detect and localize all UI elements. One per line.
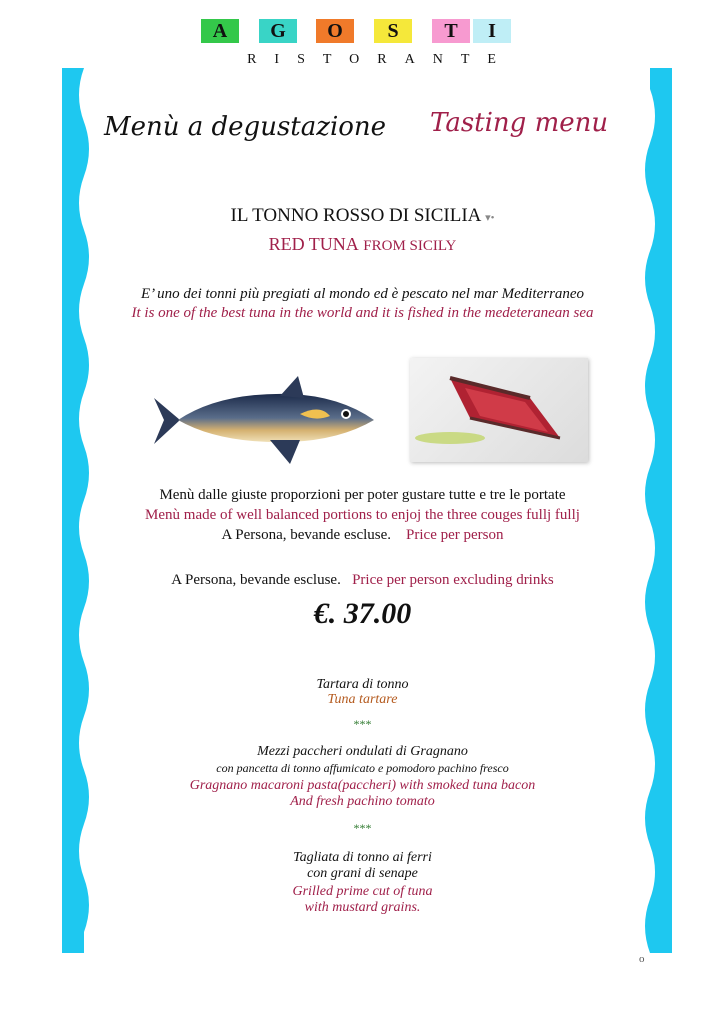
course-3-italian: Tagliata di tonno ai ferri xyxy=(293,850,432,865)
theme-title-italian: IL TONNO ROSSO DI SICILIA ▾• xyxy=(230,205,495,226)
separator: *** xyxy=(353,821,372,835)
logo-letter: T xyxy=(432,19,470,43)
course-2-italian-sub: con pancetta di tonno affumicato e pomodoro pachino fresco xyxy=(216,761,509,775)
logo-letter: I xyxy=(473,19,511,43)
theme-title-english: RED TUNA FROM SICILY xyxy=(268,234,457,254)
course-2-italian: Mezzi paccheri ondulati di Gragnano xyxy=(257,744,468,759)
separator: *** xyxy=(353,717,372,731)
course-1-english: Tuna tartare xyxy=(327,692,398,707)
per-person-line-2: A Persona, bevande escluse. Price per person excluding drinks xyxy=(171,572,554,588)
logo-letter: O xyxy=(316,19,354,43)
description-english: Menù made of well balanced portions to enjoj the three couges fullj fullj xyxy=(145,507,580,523)
course-2-english: Gragnano macaroni pasta(paccheri) with smoked tuna bacon xyxy=(189,778,536,793)
page-marker: o xyxy=(639,953,645,965)
logo-letter: A xyxy=(201,19,239,43)
intro-english: It is one of the best tuna in the world and it is fished in the medeteranean sea xyxy=(131,305,594,321)
title-english: Tasting menu xyxy=(430,108,609,138)
intro-italian: E’ uno dei tonni più pregiati al mondo ed è pescato nel mar Mediterraneo xyxy=(140,286,585,302)
logo-letter: S xyxy=(374,19,412,43)
title-italian: Menù a degustazione xyxy=(104,112,387,142)
price: €. 37.00 xyxy=(313,597,412,630)
course-1-italian: Tartara di tonno xyxy=(316,677,409,692)
tuna-dish-photo xyxy=(410,358,588,462)
description-italian: Menù dalle giuste proporzioni per poter gustare tutte e tre le portate xyxy=(159,487,566,503)
logo-subtitle: RISTORANTE xyxy=(247,52,514,67)
course-3-italian-2: con grani di senape xyxy=(307,866,418,881)
course-3-english: Grilled prime cut of tuna xyxy=(292,884,433,899)
per-person-line: A Persona, bevande escluse. Price per person xyxy=(221,527,504,543)
logo-letter: G xyxy=(259,19,297,43)
heart-icon: ▾• xyxy=(485,212,495,224)
course-2-english-2: And fresh pachino tomato xyxy=(290,794,435,809)
course-3-english-2: with mustard grains. xyxy=(304,900,421,915)
tuna-fish-image xyxy=(150,370,380,470)
